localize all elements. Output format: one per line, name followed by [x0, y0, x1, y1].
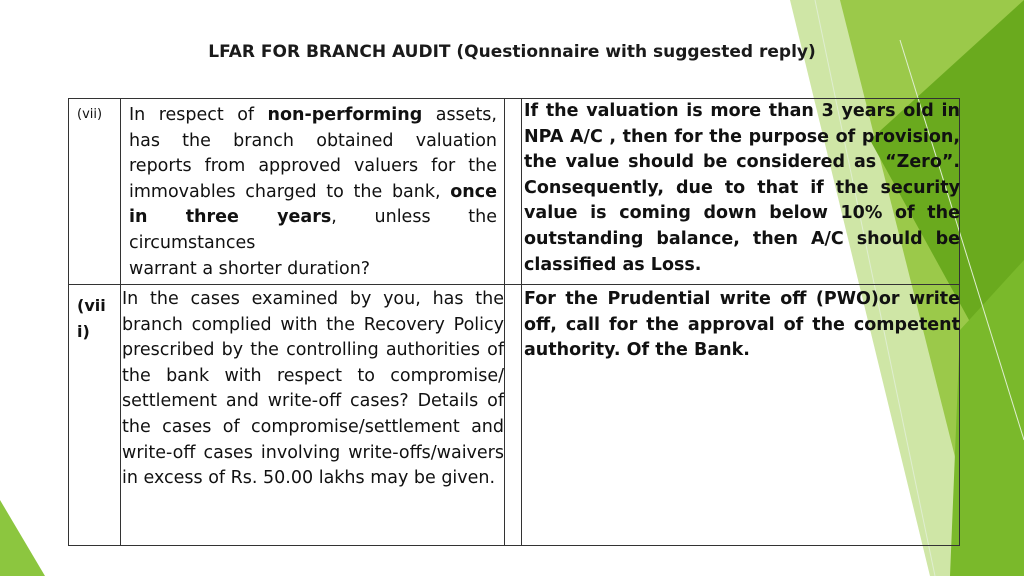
question-part: , unless the circumstances [129, 207, 497, 253]
question-part: In respect of [129, 105, 268, 125]
row-vii-number-cell [68, 98, 121, 285]
question-text [129, 103, 497, 282]
question-part: assets, has the branch obtained valuation reports from approved valuers for the immovables charged to the bank, [129, 105, 497, 202]
row-viii-spacer-cell [504, 284, 522, 546]
question-bold: non-performing [267, 105, 423, 125]
question-text: In the cases examined by you, has the branch complied with the Recovery Policy prescribed by the controlling authorities of the bank with respect to compromise/ settlement and write-off cases? Details of the cases of compromise/settlement and write-off cases involving write-offs/waivers in excess of Rs. 50.00 lakhs may be given. [122, 289, 504, 489]
row-number: (vii) [77, 107, 103, 122]
row-viii-question-cell [120, 284, 505, 546]
row-vii-reply-cell [521, 98, 960, 285]
row-vii-question-cell [120, 98, 505, 285]
row-viii-reply-cell [521, 284, 960, 546]
green-corner-bottom-left [0, 500, 45, 576]
question-last-line: warrant a shorter duration? [129, 258, 371, 279]
reply-text: For the Prudential write off (PWO)or write off, call for the approval of the competent authority. Of the Bank. [524, 289, 960, 361]
row-number: (viii) [77, 296, 106, 341]
row-vii-spacer-cell [504, 98, 522, 285]
reply-text: If the valuation is more than 3 years old in NPA A/C , then for the purpose of provision, the value should be considered as “Zero”. Consequently, due to that if the security value is coming down below 10% of the outstanding balance, then A/C should be classified as Loss. [524, 101, 960, 275]
row-viii-number-cell [68, 284, 121, 546]
question-bold: once in three years [129, 181, 497, 228]
page-title: LFAR FOR BRANCH AUDIT (Questionnaire with suggested reply) [208, 42, 816, 62]
